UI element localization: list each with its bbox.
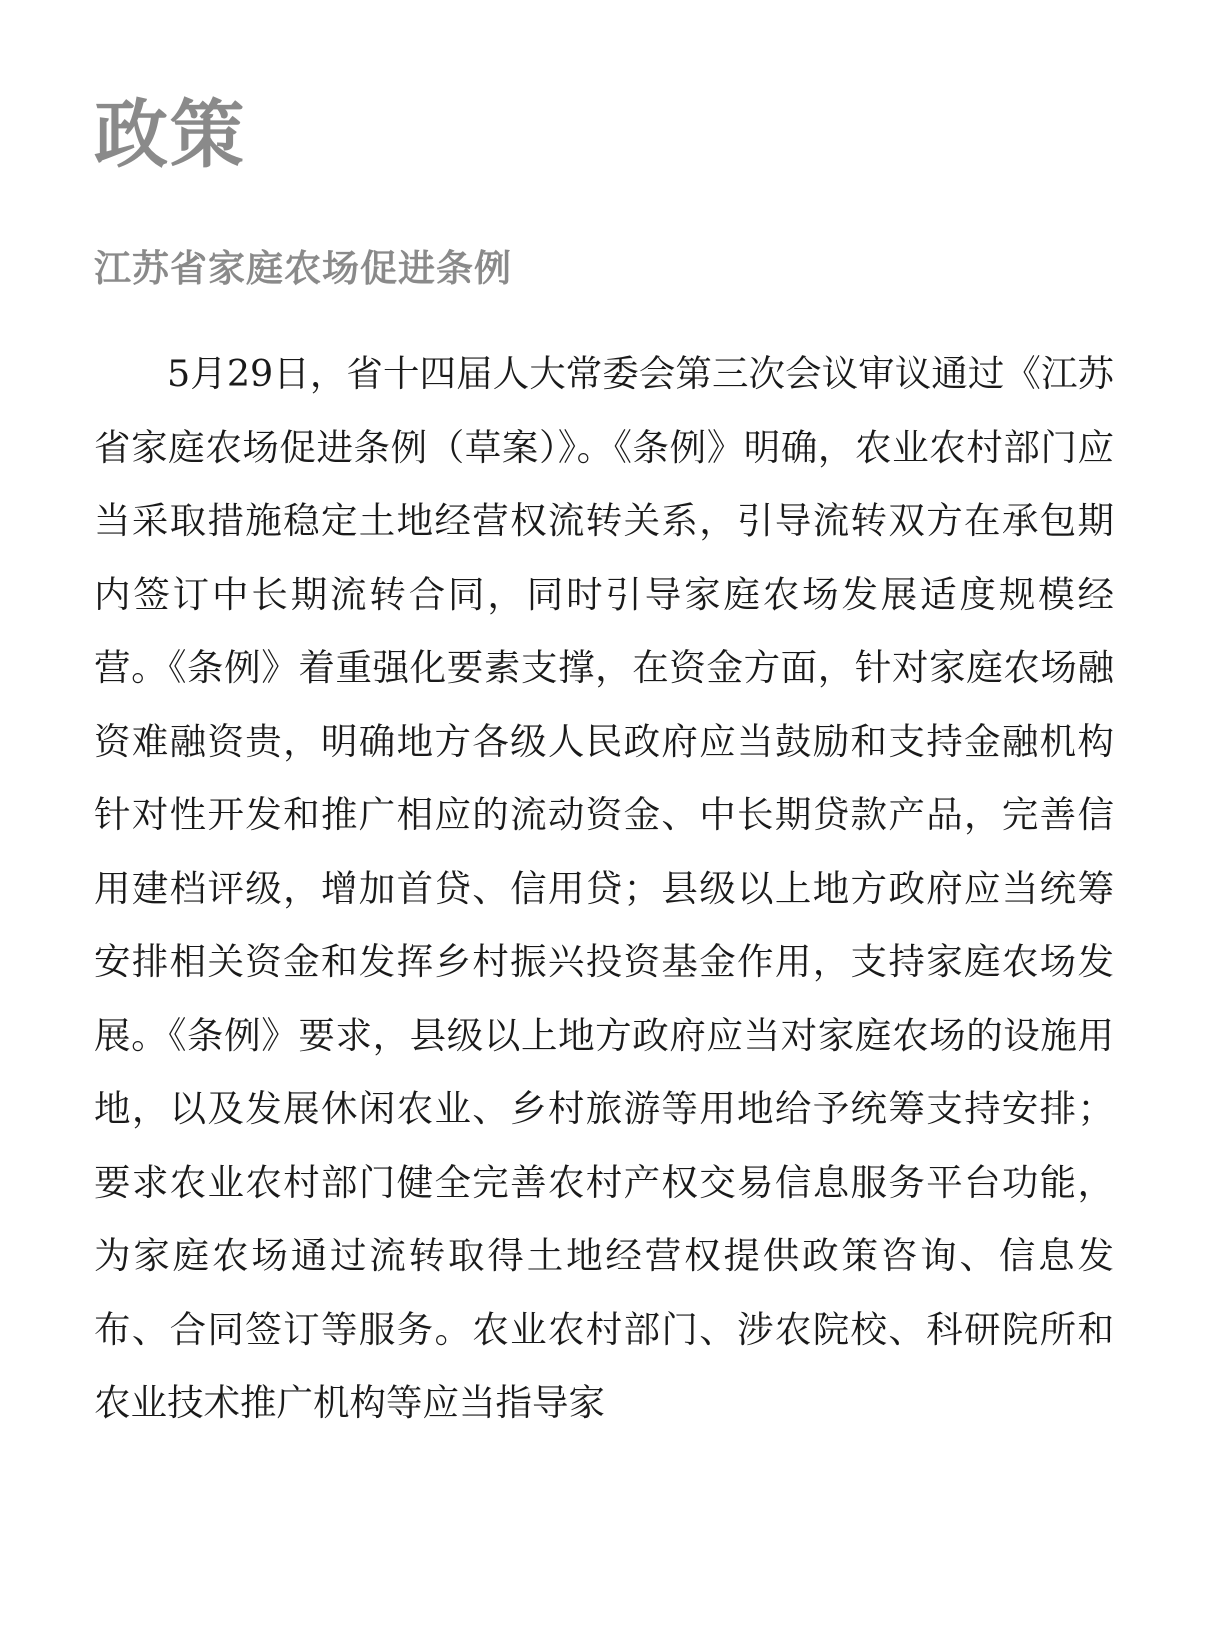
section-title: 政策 bbox=[94, 92, 246, 178]
article-title: 江苏省家庭农场促进条例 bbox=[94, 246, 512, 290]
article-body: 5月29日，省十四届人大常委会第三次会议审议通过《江苏省家庭农场促进条例（草案）》。《条例》明确，农业农村部门应当采取措施稳定土地经营权流转关系，引导流转双方在承包期内签订中长期流转合同，同时引导家庭农场发展适度规模经营。《条例》着重强化要素支撑，在资金方面，针对家庭农场融资难融资贵，明确地方各级人民政府应当鼓励和支持金融机构针对性开发和推广相应的流动资金、中长期贷款产品，完善信用建档评级，增加首贷、信用贷；县级以上地方政府应当统筹安排相关资金和发挥乡村振兴投资基金作用，支持家庭农场发展。《条例》要求，县级以上地方政府应当对家庭农场的设施用地，以及发展休闲农业、乡村旅游等用地给予统筹支持安排；要求农业农村部门健全完善农村产权交易信息服务平台功能，为家庭农场通过流转取得土地经营权提供政策咨询、信息发布、合同签订等服务。农业农村部门、涉农院校、科研院所和农业技术推广机构等应当指导家 bbox=[94, 352, 1114, 1424]
